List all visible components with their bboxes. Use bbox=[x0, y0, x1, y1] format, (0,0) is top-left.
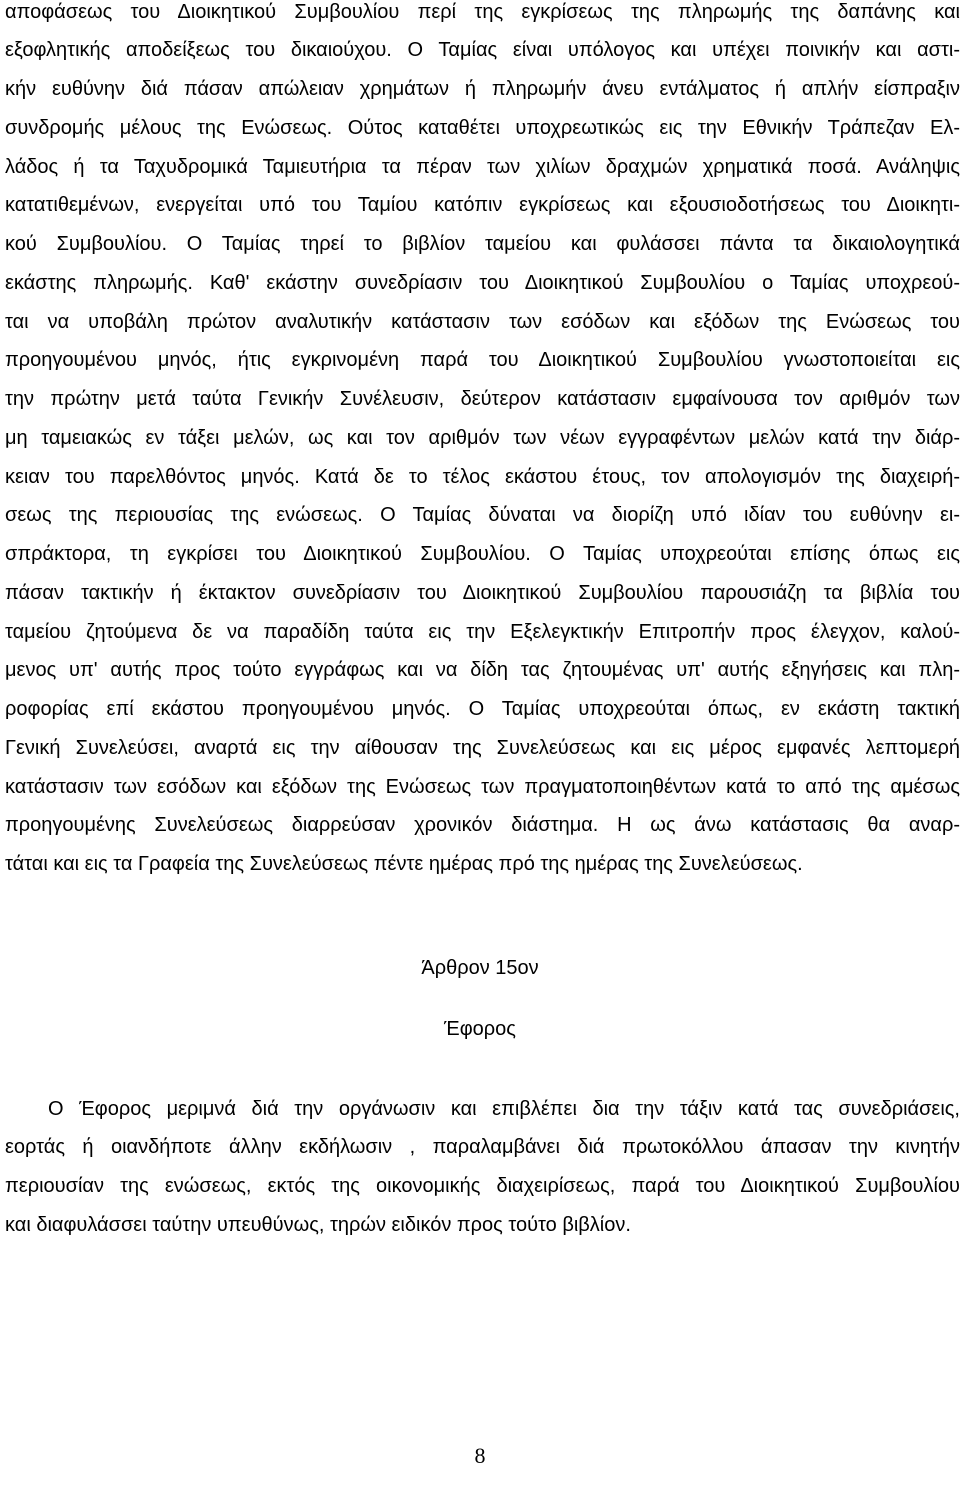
text-line: εξοφλητικής αποδείξεως του δικαιούχου. Ο Ταμίας είναι υπόλογος και υπέχει ποινικήν και αστι- bbox=[5, 39, 960, 61]
text-line: περιουσίαν της ενώσεως, εκτός της οικονομικής διαχειρίσεως, παρά του Διοικητικού Συμβουλίου bbox=[5, 1175, 960, 1197]
text-line: τάται και εις τα Γραφεία της Συνελεύσεως πέντε ημέρας πρό της ημέρας της Συνελεύσεως. bbox=[5, 853, 803, 875]
text-line: ροφορίας επί εκάστου προηγουμένου μηνός. Ο Ταμίας υποχρεούται όπως, εν εκάστη τακτική bbox=[5, 698, 960, 720]
text-line: Ο Έφορος μεριμνά διά την οργάνωσιν και επιβλέπει δια την τάξιν κατά τας συνεδριάσεις, bbox=[48, 1098, 960, 1120]
text-line: εκάστης πληρωμής. Καθ' εκάστην συνεδρίασιν του Διοικητικού Συμβουλίου ο Ταμίας υποχρεού- bbox=[5, 272, 960, 294]
text-line: σεως της περιουσίας της ενώσεως. Ο Ταμίας δύναται να διορίζη υπό ιδίαν του ευθύνην ει- bbox=[5, 504, 960, 526]
article-title: Έφορος bbox=[444, 1018, 516, 1040]
text-line: και διαφυλάσσει ταύτην υπευθύνως, τηρών ειδικόν προς τούτο βιβλίον. bbox=[5, 1214, 631, 1236]
text-line: μη ταμειακώς εν τάξει μελών, ως και τον αριθμόν των νέων εγγραφέντων μελών κατά την διάρ- bbox=[5, 427, 960, 449]
page-number: 8 bbox=[474, 1443, 486, 1468]
text-line: κατάστασιν των εσόδων και εξόδων της Ενώσεως των πραγματοποιηθέντων κατά το από της αμέσως bbox=[5, 776, 960, 798]
text-line: Γενική Συνελεύσει, αναρτά εις την αίθουσαν της Συνελεύσεως και εις μέρος εμφανές λεπτομερή bbox=[5, 737, 960, 759]
text-line: πάσαν τακτικήν ή έκτακτον συνεδρίασιν του Διοικητικού Συμβουλίου παρουσιάζη τα βιβλία του bbox=[5, 582, 960, 604]
text-line: εορτάς ή οιανδήποτε άλλην εκδήλωσιν , παραλαμβάνει διά πρωτοκόλλου άπασαν την κινητήν bbox=[5, 1136, 960, 1158]
text-line: κού Συμβουλίου. Ο Ταμίας τηρεί το βιβλίον ταμείου και φυλάσσει πάντα τα δικαιολογητικά bbox=[5, 233, 960, 255]
text-line: κειαν του παρελθόντος μηνός. Κατά δε το τέλος εκάστου έτους, τον απολογισμόν της διαχειρή- bbox=[5, 466, 960, 488]
text-line: κήν ευθύνην διά πάσαν απώλειαν χρημάτων ή πληρωμήν άνευ εντάλματος ή απλήν είσπραξιν bbox=[5, 78, 960, 100]
text-line: ταμείου ζητούμενα δε να παραδίδη ταύτα εις την Εξελεγκτικήν Επιτροπήν προς έλεγχον, καλού- bbox=[5, 621, 960, 643]
text-line: συνδρομής μέλους της Ενώσεως. Ούτος καταθέτει υποχρεωτικώς εις την Εθνικήν Τράπεζαν Ελ- bbox=[5, 117, 960, 139]
text-line: την πρώτην μετά ταύτα Γενικήν Συνέλευσιν, δεύτερον κατάστασιν εμφαίνουσα τον αριθμόν των bbox=[5, 388, 960, 410]
text-line: προηγουμένου μηνός, ήτις εγκρινομένη παρά του Διοικητικού Συμβουλίου γνωστοποιείται εις bbox=[5, 349, 960, 371]
text-line: αποφάσεως του Διοικητικού Συμβουλίου περί της εγκρίσεως της πληρωμής της δαπάνης και bbox=[5, 1, 960, 23]
text-line: μενος υπ' αυτής προς τούτο εγγράφως και να δίδη τας ζητουμένας υπ' αυτής εξηγήσεις και πλη- bbox=[5, 659, 960, 681]
text-line: σπράκτορα, τη εγκρίσει του Διοικητικού Συμβουλίου. Ο Ταμίας υποχρεούται επίσης όπως εις bbox=[5, 543, 960, 565]
text-line: προηγουμένης Συνελεύσεως διαρρεύσαν χρονικόν διάστημα. Η ως άνω κατάστασις θα αναρ- bbox=[5, 814, 960, 836]
text-line: κατατιθεμένων, ενεργείται υπό του Ταμίου κατόπιν εγκρίσεως και εξουσιοδοτήσεως του Διοικητι- bbox=[5, 194, 960, 216]
article-number: Άρθρον 15ον bbox=[421, 957, 539, 979]
text-line: ται να υποβάλη πρώτον αναλυτικήν κατάστασιν των εσόδων και εξόδων της Ενώσεως του bbox=[5, 311, 960, 333]
text-line: λάδος ή τα Ταχυδρομικά Ταμιευτήρια τα πέραν των χιλίων δραχμών χρηματικά ποσά. Ανάληψις bbox=[5, 156, 960, 178]
